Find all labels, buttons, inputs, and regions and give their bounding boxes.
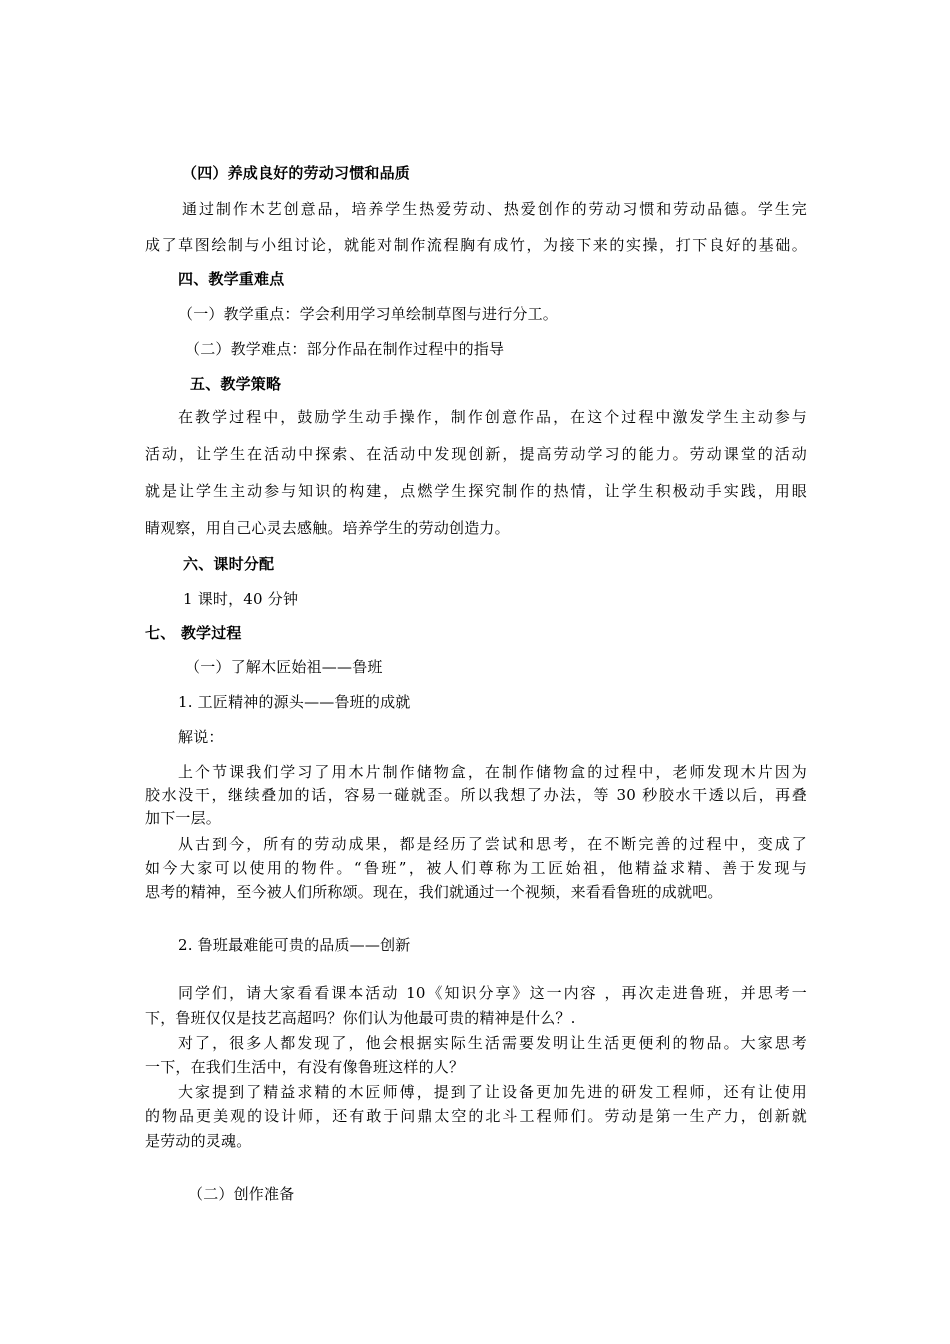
paragraph-line: 同学们，请大家看看课本活动 10《知识分享》这一内容 ，再次走进鲁班，并思考一 <box>178 984 807 1002</box>
key-point: （一）教学重点：学会利用学习单绘制草图与进行分工。 <box>178 305 559 323</box>
item-luban-achievements: 1. 工匠精神的源头——鲁班的成就 <box>178 693 411 711</box>
paragraph-line: 对了，很多人都发现了，他会根据实际生活需要发明让生活更便利的物品。大家思考 <box>178 1034 807 1052</box>
difficult-point: （二）教学难点：部分作品在制作过程中的指导 <box>185 340 505 358</box>
explain-label: 解说： <box>178 728 224 746</box>
paragraph-line: 如今大家可以使用的物件。“鲁班”，被人们尊称为工匠始祖，他精益求精、善于发现与 <box>145 859 807 877</box>
paragraph-line: 睛观察，用自己心灵去感触。培养学生的劳动创造力。 <box>145 519 510 537</box>
paragraph-line: 加下一层。 <box>145 809 222 827</box>
paragraph-line: 一下，在我们生活中，有没有像鲁班这样的人？ <box>145 1058 465 1076</box>
paragraph-line: 下，鲁班仅仅是技艺高超吗？你们认为他最可贵的精神是什么？. <box>145 1009 576 1027</box>
subsection-luban: （一）了解木匠始祖——鲁班 <box>185 658 383 676</box>
paragraph-line: 通过制作木艺创意品，培养学生热爱劳动、热爱创作的劳动习惯和劳动品德。学生完 <box>182 200 807 218</box>
paragraph-line: 是劳动的灵魂。 <box>145 1132 252 1150</box>
paragraph-line: 思考的精神，至今被人们所称颂。现在，我们就通过一个视频，来看看鲁班的成就吧。 <box>145 883 723 901</box>
paragraph-line: 成了草图绘制与小组讨论，就能对制作流程胸有成竹，为接下来的实操，打下良好的基础。 <box>145 236 807 254</box>
paragraph-line: 活动，让学生在活动中探索、在活动中发现创新，提高劳动学习的能力。劳动课堂的活动 <box>145 445 807 463</box>
heading-strategy: 五、教学策略 <box>190 375 282 393</box>
paragraph-line: 胶水没干，继续叠加的话，容易一碰就歪。所以我想了办法，等 30 秒胶水干透以后，再叠 <box>145 786 807 804</box>
subsection-preparation: （二）创作准备 <box>188 1185 295 1203</box>
paragraph-line: 上个节课我们学习了用木片制作储物盒，在制作储物盒的过程中，老师发现木片因为 <box>178 763 807 781</box>
paragraph-line: 在教学过程中，鼓励学生动手操作，制作创意作品，在这个过程中激发学生主动参与 <box>178 408 807 426</box>
paragraph-line: 大家提到了精益求精的木匠师傅，提到了让设备更加先进的研发工程师，还有让使用 <box>178 1083 807 1101</box>
section4-heading: （四）养成良好的劳动习惯和品质 <box>182 164 411 182</box>
paragraph-line: 从古到今，所有的劳动成果，都是经历了尝试和思考，在不断完善的过程中，变成了 <box>178 835 807 853</box>
heading-teaching-process: 七、 教学过程 <box>145 624 242 642</box>
heading-key-points: 四、教学重难点 <box>178 270 285 288</box>
time-allocation: 1 课时，40 分钟 <box>183 590 299 608</box>
paragraph-line: 就是让学生主动参与知识的构建，点燃学生探究制作的热情，让学生积极动手实践，用眼 <box>145 482 807 500</box>
item-luban-innovation: 2. 鲁班最难能可贵的品质——创新 <box>178 936 411 954</box>
paragraph-line: 的物品更美观的设计师，还有敢于问鼎太空的北斗工程师们。劳动是第一生产力，创新就 <box>145 1107 807 1125</box>
heading-time-allocation: 六、课时分配 <box>183 555 275 573</box>
